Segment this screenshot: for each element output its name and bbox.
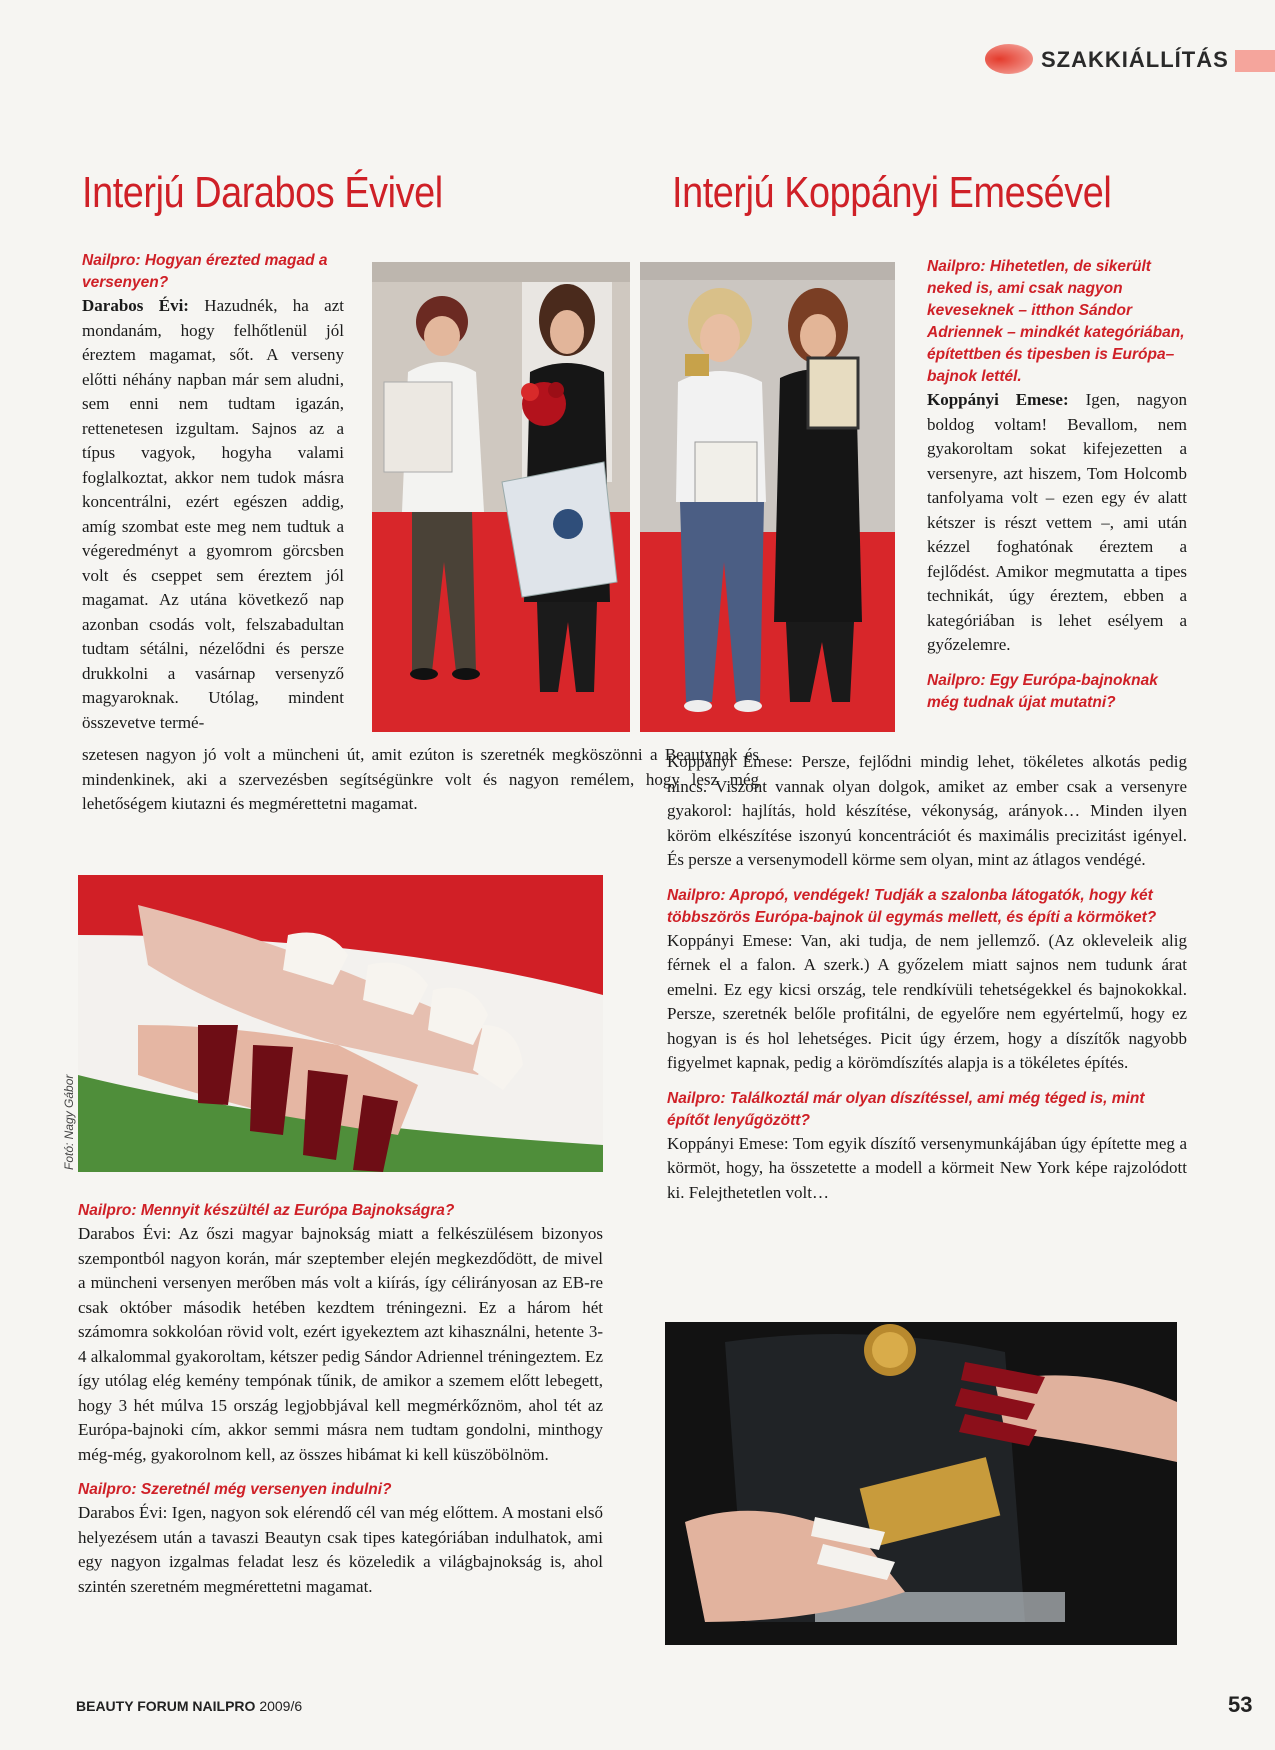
photo-darabos-evi-svg <box>372 262 630 732</box>
section-tab-bar <box>1235 50 1275 72</box>
photo-darabos-evi <box>372 262 630 732</box>
right-intro-block <box>927 256 1187 714</box>
left-answer-1-text: Hazudnék, ha azt mondanám, hogy felhőtlenül jól éreztem magamat, sőt. A verseny előtti néhány napban már sem aludni, sem enni nem tudtam igazán, rettenetesen izgultam. Sajnos az a típus vagyok, hogyha valami foglalkoztat, akkor nem tudok másra koncentrálni, ezért egészen addig, amíg szombat este meg nem tudtuk a végeredményt a gyomrom görcsben volt és cseppet sem éreztem jól magamat. Az utána következő nap azonban csodás volt, felszabadultan tudtam sétálni, nézelődni és persze drukkolni a vasárnap versenyző magyaroknak. Utólag, mindent összevetve termé- <box>82 296 344 732</box>
left-bottom-block <box>78 1200 603 1599</box>
photo-koppanyi-emese <box>640 262 895 732</box>
right-answer-3: Koppányi Emese: Van, aki tudja, de nem jellemző. (Az okleveleik alig férnek el a falon. A szerk.) A győzelem miatt sajnos nem tudunk árat emelni. Ez egy kicsi ország, tele rendkívüli tehetségekkel és bajnokokkal. Persze, szeretnék belőle profitálni, de egyelőre nem egyértelmű, hogy ez hogyan is és hol lehetséges. Picit úgy érzem, hogy a díszítők nagyobb figyelmet kapnak, pedig a körömdíszítés alapja is a tökéletes építés. <box>667 930 1187 1072</box>
right-question-3: Nailpro: Apropó, vendégek! Tudják a szalonba látogatók, hogy két többszörös Európa-bajnok ül egymás mellett, és építi a körmöket? <box>667 886 1157 926</box>
left-question-2: Nailpro: Mennyit készültél az Európa Bajnokságra? <box>78 1202 455 1219</box>
right-question-2: Nailpro: Egy Európa-bajnoknak még tudnak újat mutatni? <box>927 671 1158 711</box>
left-speaker: Darabos Évi: <box>82 296 189 315</box>
section-label: SZAKKIÁLLÍTÁS <box>1041 47 1229 72</box>
left-answer-2: Darabos Évi: Az őszi magyar bajnokság miatt a felkészülésem bizonyos szempontból nagyon korán, már szeptember elején megkezdődött, de mivel a müncheni versenyen merőben más volt a kiírás, így célirányosan az EB-re csak október második hetében kezdtem tréningezni. Ez a három hét számomra sokkolóan rövid volt, ezért igyekeztem azt kihasználni, hetente 3-4 alkalommal gyakoroltam, kétszer pedig Sándor Adriennel tréningeztem. Ez így utólag elég kemény tempónak tűnik, de amikor a szemem előtt lebegett, hogy 3 hét múlva 15 ország legjobbjával kell megmérkőznöm, ahol tét az Európa-bajnoki cím, akkor semmi másra nem tudtam gondolni, minthogy még-még, gyakorolnom kell, az összes hibámat ki kell küszöbölnöm. <box>78 1224 603 1464</box>
section-tab-blob <box>985 44 1033 74</box>
section-tab <box>985 40 1275 80</box>
photo-nails-flag <box>78 875 603 1172</box>
left-answer-1 <box>82 294 344 735</box>
photo-koppanyi-emese-svg <box>640 262 895 732</box>
footer-magazine <box>76 1698 302 1714</box>
left-answer-1-continued <box>82 743 759 817</box>
left-answer-1-rest: szetesen nagyon jó volt a müncheni út, amit ezúton is szeretnék megköszönni a Beautynak és mindenkinek, aki a szervezésben segítségünkre volt és nagyon remélem, hogy lesz még lehetőségem kiutazni és megmérettetni magamat. <box>82 745 759 813</box>
photo-trophy-nails-svg <box>665 1322 1177 1645</box>
photo-credit: Fotó: Nagy Gábor <box>62 1074 76 1170</box>
left-intro-block <box>82 250 344 735</box>
right-question-1: Nailpro: Hihetetlen, de sikerült neked is, ami csak nagyon keveseknek – itthon Sándor Adriennek – mindkét kategóriában, építettben és tipesben is Európa–bajnok lettél. <box>927 258 1185 385</box>
right-main-block <box>667 750 1187 1205</box>
photo-nails-flag-svg <box>78 875 603 1172</box>
left-article-title: Interjú Darabos Évivel <box>82 168 443 217</box>
right-answer-1 <box>927 388 1187 658</box>
left-question-3: Nailpro: Szeretnél még versenyen indulni? <box>78 1481 392 1498</box>
right-question-4: Nailpro: Találkoztál már olyan díszítéssel, ami még téged is, mint építőt lenyűgözött? <box>667 1089 1145 1129</box>
right-article-title: Interjú Koppányi Emesével <box>672 168 1112 217</box>
footer-magazine-name: BEAUTY FORUM NAILPRO <box>76 1698 256 1714</box>
right-answer-2: Koppányi Emese: Persze, fejlődni mindig lehet, tökéletes alkotás pedig nincs. Viszont vannak olyan dolgok, amiket az ember csak a versenyre gyakorol: hajlítás, hold készítése, vékonyság, arányok… Minden ilyen köröm elkészítése iszonyú koncentrációt és maximális precizitást igényel. És persze a versenymodell körme sem olyan, mint az átlagos vendégé. <box>667 752 1187 869</box>
right-answer-1-text: Igen, nagyon boldog voltam! Bevallom, nem gyakoroltam sokat kifejezetten a versenyre, azt hiszem, Tom Holcomb tanfolyama volt – ezen egy év alatt kétszer is részt vettem –, ami után kézzel foghatónak éreztem a fejlődést. Amikor megmutatta a tipes technikát, úgy éreztem, ebben a kategóriában is lehet esélyem a győzelemre. <box>927 390 1187 654</box>
left-question-1: Nailpro: Hogyan érezted magad a versenyen? <box>82 252 328 291</box>
footer-issue: 2009/6 <box>259 1698 303 1714</box>
right-speaker: Koppányi Emese: <box>927 390 1069 409</box>
page-number: 53 <box>1228 1692 1253 1717</box>
right-answer-4: Koppányi Emese: Tom egyik díszítő versenymunkájában úgy építette meg a körmöt, hogy, ha összetette a modell a körmeit New York képe rajzolódott ki. Felejthetetlen volt… <box>667 1133 1187 1202</box>
photo-trophy-nails <box>665 1322 1177 1645</box>
left-answer-3: Darabos Évi: Igen, nagyon sok elérendő cél van még előttem. A mostani első helyezésem után a tavaszi Beautyn csak tipes kategóriában indulhatok, ami egy nagyon izgalmas feladat lesz és közeledik a világbajnokság is, ahol szintén szeretném megmérettetni magamat. <box>78 1503 603 1596</box>
